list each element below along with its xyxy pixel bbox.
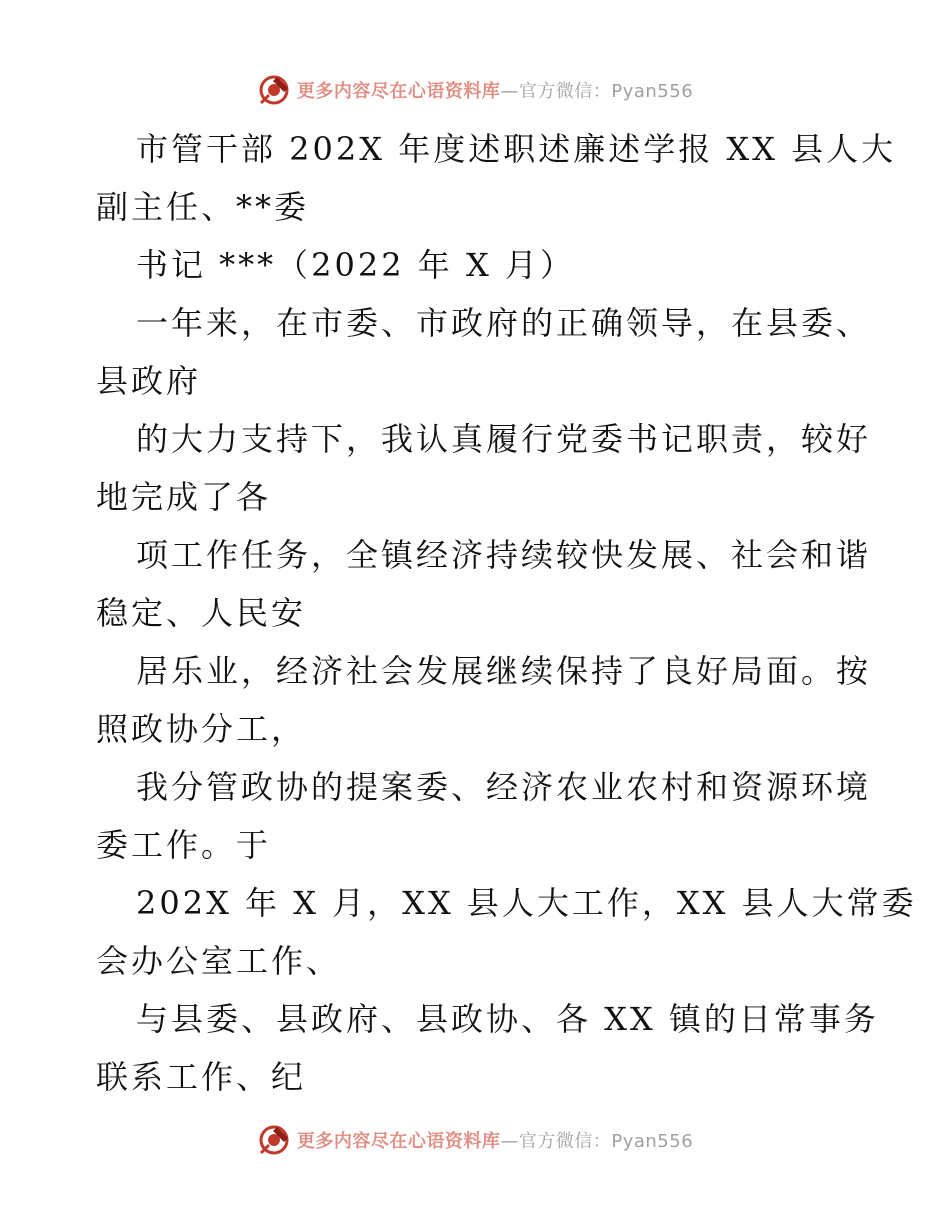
doc-line: 一年来，在市委、市政府的正确领导，在县委、	[136, 304, 872, 342]
doc-line: 市管干部 202X 年度述职述廉述学报 XX 县人大	[136, 130, 897, 168]
doc-line: 书记 ***（2022 年 X 月）	[136, 246, 575, 284]
footer-banner-separator: —	[500, 1131, 519, 1152]
pen-logo-icon	[257, 1123, 291, 1157]
doc-line: 的大力支持下，我认真履行党委书记职责，较好	[136, 420, 872, 458]
doc-line: 与县委、县政府、县政协、各 XX 镇的日常事务	[136, 1000, 879, 1038]
doc-line: 我分管政协的提案委、经济农业农村和资源环境	[136, 768, 872, 806]
pen-logo-icon	[257, 73, 291, 107]
doc-line: 副主任、**委	[96, 188, 310, 226]
footer-banner-contact: 官方微信：Pyan556	[518, 1131, 694, 1152]
header-banner-text	[297, 77, 693, 103]
doc-line: 地完成了各	[96, 478, 272, 516]
header-banner-contact: 官方微信：Pyan556	[518, 81, 694, 102]
doc-line: 联系工作、纪	[96, 1058, 307, 1096]
header-banner-title: 更多内容尽在心语资料库	[296, 81, 501, 102]
doc-line: 会办公室工作、	[96, 942, 342, 980]
doc-line: 县政府	[96, 362, 202, 400]
doc-line: 202X 年 X 月，XX 县人大工作，XX 县人大常委	[136, 884, 917, 922]
footer-banner-title: 更多内容尽在心语资料库	[296, 1131, 501, 1152]
doc-line: 照政协分工，	[96, 710, 307, 748]
header-banner	[0, 72, 950, 108]
footer-banner-text	[297, 1127, 693, 1153]
doc-line: 稳定、人民安	[96, 594, 307, 632]
footer-banner	[0, 1122, 950, 1158]
doc-line: 委工作。于	[96, 826, 272, 864]
doc-line: 项工作任务，全镇经济持续较快发展、社会和谐	[136, 536, 872, 574]
doc-line: 居乐业，经济社会发展继续保持了良好局面。按	[136, 652, 872, 690]
document-body	[96, 120, 917, 1106]
header-banner-separator: —	[500, 81, 519, 102]
